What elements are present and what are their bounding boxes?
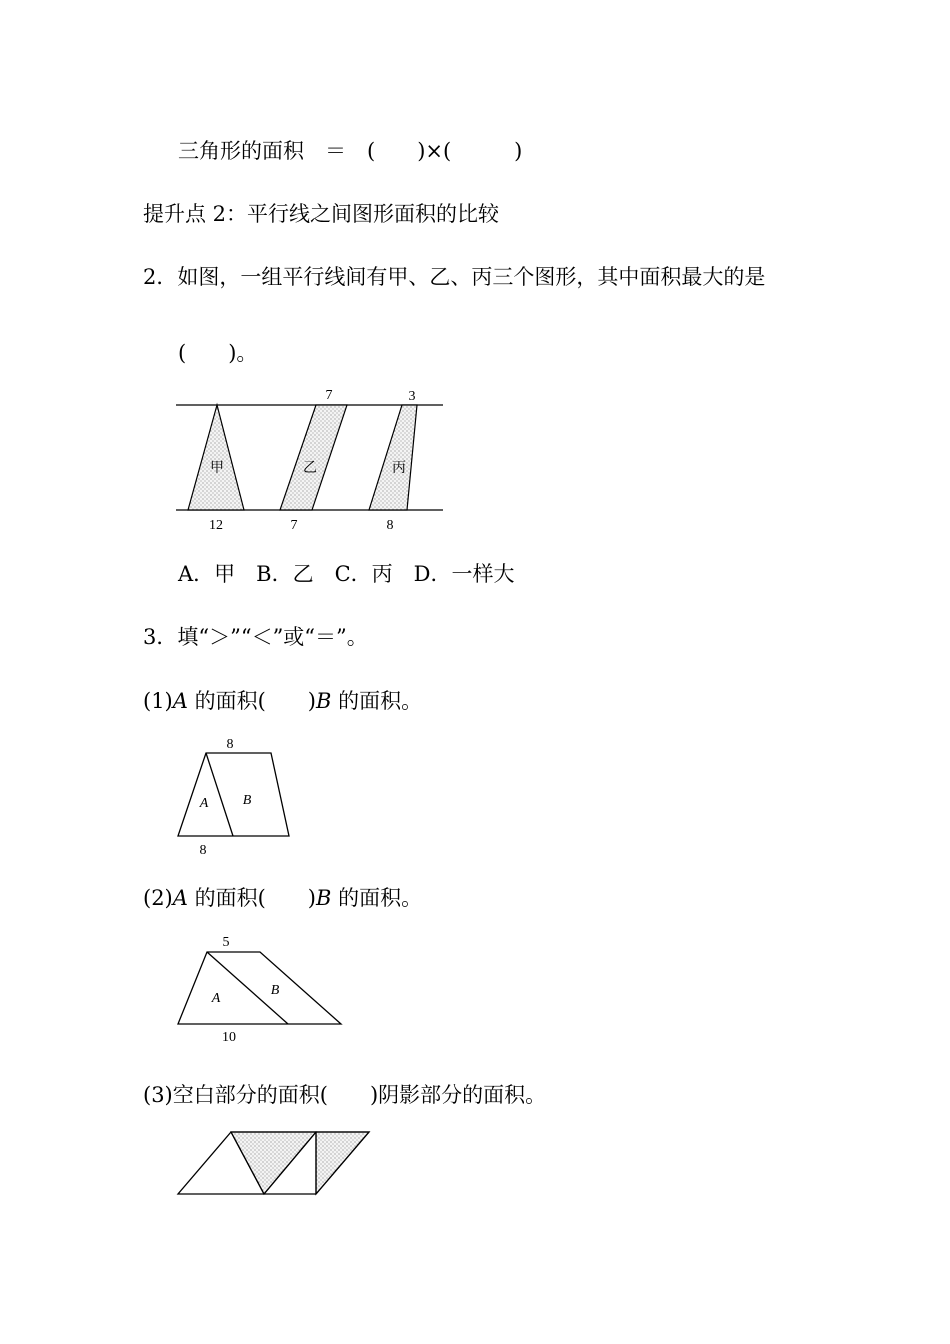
part-2-var-b: B	[315, 886, 332, 910]
question-3-part-3: (3)空白部分的面积( )阴影部分的面积。	[143, 1083, 547, 1107]
bottom-number-yi: 7	[290, 518, 298, 533]
part-2-mid: 的面积( )	[187, 886, 316, 910]
part-2-suffix: 的面积。	[331, 886, 423, 910]
bottom-number-jia: 12	[209, 518, 223, 533]
trapezoid-1-label-b: B	[242, 793, 252, 808]
top-number-bing: 3	[408, 389, 416, 404]
trapezoid-2-label-b: B	[270, 983, 280, 998]
question-3-part-1	[143, 691, 422, 712]
trapezoid-1-outline	[178, 753, 289, 836]
parallelogram-yi	[280, 405, 347, 510]
label-yi: 乙	[303, 461, 317, 476]
parallel-lines-figure	[170, 382, 450, 534]
top-number-yi: 7	[325, 388, 333, 403]
triangle-jia	[188, 405, 244, 510]
part-1-var-b: B	[315, 689, 332, 713]
trapezoid-2-label-a: A	[211, 991, 221, 1006]
part-2-var-a: A	[172, 886, 188, 910]
parallelogram-figure-3	[170, 1125, 380, 1205]
bottom-number-bing: 8	[386, 518, 394, 533]
trapezoid-2-outline	[178, 952, 341, 1024]
part-2-prefix: (2)	[143, 886, 173, 910]
trapezoid-2-bottom-length: 10	[222, 1030, 236, 1045]
trapezoid-1-top-length: 8	[226, 737, 234, 752]
part-1-suffix: 的面积。	[331, 689, 423, 713]
question-2-blank: ( )。	[178, 341, 258, 365]
trapezoid-figure-2	[170, 928, 350, 1048]
question-2-options: A．甲 B．乙 C．丙 D．一样大	[178, 562, 515, 586]
part-1-prefix: (1)	[143, 689, 173, 713]
question-2-stem: 2．如图，一组平行线间有甲、乙、丙三个图形，其中面积最大的是	[143, 265, 766, 289]
question-3-stem: 3．填“＞”“＜”或“＝”。	[143, 625, 368, 649]
formula-line: 三角形的面积 ＝ ( )×( )	[178, 139, 523, 163]
label-jia: 甲	[210, 461, 224, 476]
trapezoid-bing	[369, 405, 417, 510]
label-bing: 丙	[392, 461, 406, 476]
trapezoid-2-top-length: 5	[222, 935, 230, 950]
part-1-var-a: A	[172, 689, 188, 713]
trapezoid-1-bottom-length: 8	[199, 843, 207, 858]
question-3-part-2	[143, 888, 422, 909]
part-1-mid: 的面积( )	[187, 689, 316, 713]
section-heading: 提升点 2：平行线之间图形面积的比较	[143, 202, 500, 226]
trapezoid-1-label-a: A	[199, 796, 209, 811]
trapezoid-1-divider	[206, 753, 233, 836]
trapezoid-figure-1	[170, 730, 300, 860]
shaded-triangle-left	[231, 1132, 316, 1194]
